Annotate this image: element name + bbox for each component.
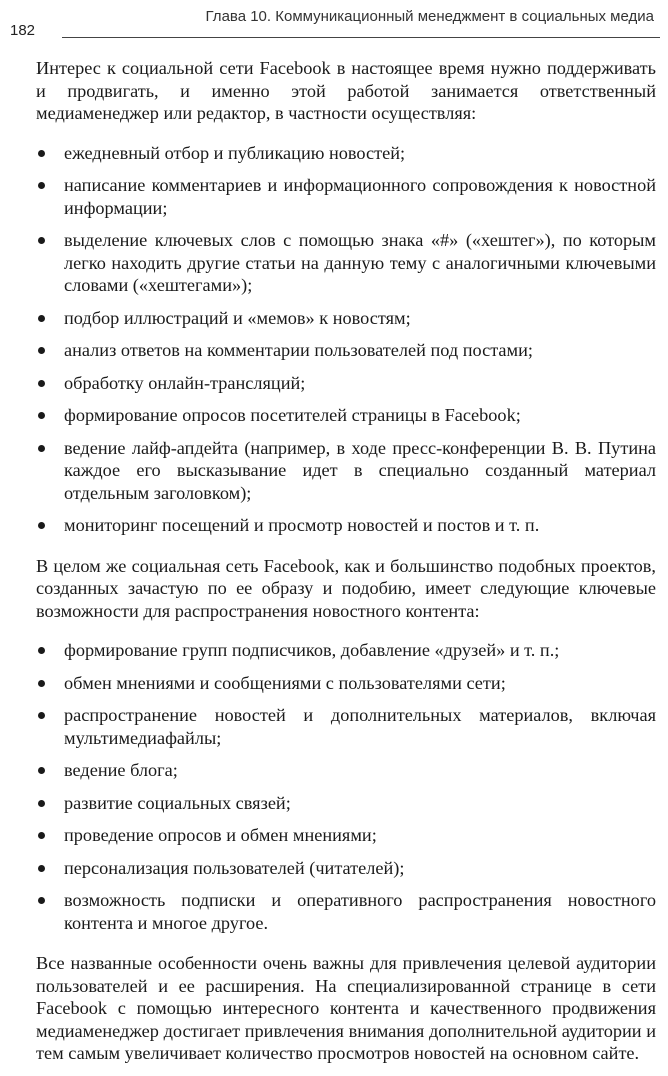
bullet-icon	[38, 347, 45, 354]
bullet-icon	[38, 865, 45, 872]
bullet-icon	[38, 380, 45, 387]
bullet-icon	[38, 897, 45, 904]
list-item	[36, 174, 656, 219]
list-item	[36, 339, 656, 362]
paragraph-capabilities: В целом же социальная сеть Facebook, как и большинство подобных проектов, созданных зачастую по ее образу и подобию, имеет следующие ключевые возможности для распространения новостного контента:	[36, 555, 656, 621]
list-item-text: проведение опросов и обмен мнениями;	[64, 825, 377, 845]
list-item	[36, 792, 656, 815]
bullet-list-duties	[36, 142, 656, 537]
list-item	[36, 229, 656, 297]
list-item	[36, 672, 656, 695]
page-body	[36, 57, 656, 1065]
bullet-list-capabilities	[36, 639, 656, 934]
list-item	[36, 704, 656, 749]
list-item-text: написание комментариев и информационного сопровождения к новостной информации;	[64, 175, 656, 218]
list-item-text: анализ ответов на комментарии пользователей под постами;	[64, 340, 533, 360]
list-item	[36, 372, 656, 395]
list-item	[36, 307, 656, 330]
bullet-icon	[38, 767, 45, 774]
header-rule	[62, 37, 660, 38]
list-item	[36, 142, 656, 165]
list-item-text: возможность подписки и оперативного распространения новостного контента и многое другое.	[64, 890, 656, 933]
list-item-text: обмен мнениями и сообщениями с пользователями сети;	[64, 672, 506, 693]
list-item	[36, 889, 656, 934]
list-item-text: обработку онлайн-трансляций;	[64, 372, 306, 393]
list-item-text: мониторинг посещений и просмотр новостей и постов и т. п.	[64, 515, 540, 535]
list-item-text: ведение блога;	[64, 760, 178, 780]
bullet-icon	[38, 315, 45, 322]
bullet-icon	[38, 412, 45, 419]
bullet-icon	[38, 832, 45, 839]
running-title: Глава 10. Коммуникационный менеджмент в социальных медиа	[205, 8, 654, 25]
page-number: 182	[10, 22, 36, 39]
paragraph-conclusion: Все названные особенности очень важны для привлечения целевой аудитории пользователей и ее расширения. На специализированной странице в сети Facebook с помощью интересного контента и качественного продвижения медиаменеджер достигает привлечения внимания дополнительной аудитории и тем самым увеличивает количество просмотров новостей на основном сайте.	[36, 953, 656, 1063]
bullet-icon	[38, 150, 45, 157]
bullet-icon	[38, 237, 45, 244]
list-item	[36, 639, 656, 662]
list-item-text: формирование групп подписчиков, добавление «друзей» и т. п.;	[64, 640, 560, 660]
bullet-icon	[38, 712, 45, 719]
list-item-text: распространение новостей и дополнительных материалов, включая мультимедиафайлы;	[64, 705, 656, 748]
list-item	[36, 824, 656, 847]
list-item	[36, 759, 656, 782]
paragraph-intro: Интерес к социальной сети Facebook в настоящее время нужно поддерживать и продвигать, и именно этой работой занимается ответственный медиаменеджер или редактор, в частности осуществляя:	[36, 58, 656, 123]
list-item-text: ежедневный отбор и публикацию новостей;	[64, 142, 406, 163]
list-item-text: персонализация пользователей (читателей);	[64, 857, 405, 878]
list-item	[36, 437, 656, 505]
list-item	[36, 857, 656, 880]
page-header	[0, 0, 668, 46]
bullet-icon	[38, 182, 45, 189]
bullet-icon	[38, 647, 45, 654]
bullet-icon	[38, 522, 45, 529]
list-item-text: ведение лайф-апдейта (например, в ходе пресс-конференции В. В. Путина каждое его высказывание идет в специально созданный материал отдельным заголовком);	[64, 437, 656, 503]
bullet-icon	[38, 445, 45, 452]
bullet-icon	[38, 680, 45, 687]
list-item	[36, 404, 656, 427]
list-item-text: подбор иллюстраций и «мемов» к новостям;	[64, 307, 411, 328]
list-item	[36, 514, 656, 537]
bullet-icon	[38, 800, 45, 807]
list-item-text: развитие социальных связей;	[64, 792, 291, 813]
list-item-text: формирование опросов посетителей страницы в Facebook;	[64, 405, 521, 425]
list-item-text: выделение ключевых слов с помощью знака «#» («хештег»), по которым легко находить другие статьи на данную тему с аналогичными ключевыми словами («хештегами»);	[64, 230, 656, 295]
